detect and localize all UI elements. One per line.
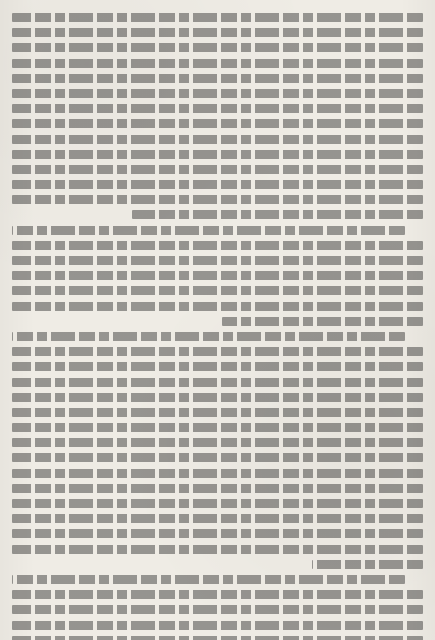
paragraph-3-line-11 <box>12 481 423 496</box>
paragraph-4-line-1 <box>12 572 423 587</box>
paragraph-1-line-14 <box>12 207 423 222</box>
paragraph-3-line-5 <box>12 390 423 405</box>
paragraph-4-line-4 <box>12 618 423 633</box>
paragraph-1-line-6 <box>12 86 423 101</box>
paragraph-2-line-5 <box>12 283 423 298</box>
paragraph-2-line-6 <box>12 299 423 314</box>
paragraph-2-line-1 <box>12 223 423 238</box>
paragraph-3-line-14 <box>12 526 423 541</box>
paragraph-2-line-3 <box>12 253 423 268</box>
paragraph-1 <box>12 10 423 223</box>
paragraph-2-line-4 <box>12 268 423 283</box>
paragraph-3 <box>12 329 423 572</box>
paragraph-3-line-1 <box>12 329 423 344</box>
paragraph-3-line-12 <box>12 496 423 511</box>
paragraph-1-line-13 <box>12 192 423 207</box>
paragraph-3-line-10 <box>12 466 423 481</box>
paragraph-4 <box>12 572 423 640</box>
paragraph-2-line-7 <box>12 314 423 329</box>
paragraph-3-line-9 <box>12 450 423 465</box>
paragraph-3-line-13 <box>12 511 423 526</box>
paragraph-1-line-9 <box>12 132 423 147</box>
paragraph-3-line-15 <box>12 542 423 557</box>
paragraph-3-line-3 <box>12 359 423 374</box>
paragraph-2 <box>12 223 423 329</box>
paragraph-1-line-5 <box>12 71 423 86</box>
paragraph-4-line-2 <box>12 587 423 602</box>
paragraph-1-line-10 <box>12 147 423 162</box>
paragraph-3-line-4 <box>12 375 423 390</box>
paragraph-4-line-3 <box>12 602 423 617</box>
paragraph-3-line-6 <box>12 405 423 420</box>
paragraph-1-line-7 <box>12 101 423 116</box>
paragraph-3-line-8 <box>12 435 423 450</box>
body-text <box>12 10 423 640</box>
paragraph-3-line-2 <box>12 344 423 359</box>
paragraph-1-line-11 <box>12 162 423 177</box>
paragraph-1-line-8 <box>12 116 423 131</box>
paragraph-1-line-12 <box>12 177 423 192</box>
paragraph-1-line-4 <box>12 56 423 71</box>
paragraph-2-line-2 <box>12 238 423 253</box>
paragraph-4-line-5 <box>12 633 423 640</box>
paragraph-3-line-16 <box>12 557 423 572</box>
paragraph-1-line-3 <box>12 40 423 55</box>
paragraph-1-line-1 <box>12 10 423 25</box>
paragraph-3-line-7 <box>12 420 423 435</box>
paragraph-1-line-2 <box>12 25 423 40</box>
